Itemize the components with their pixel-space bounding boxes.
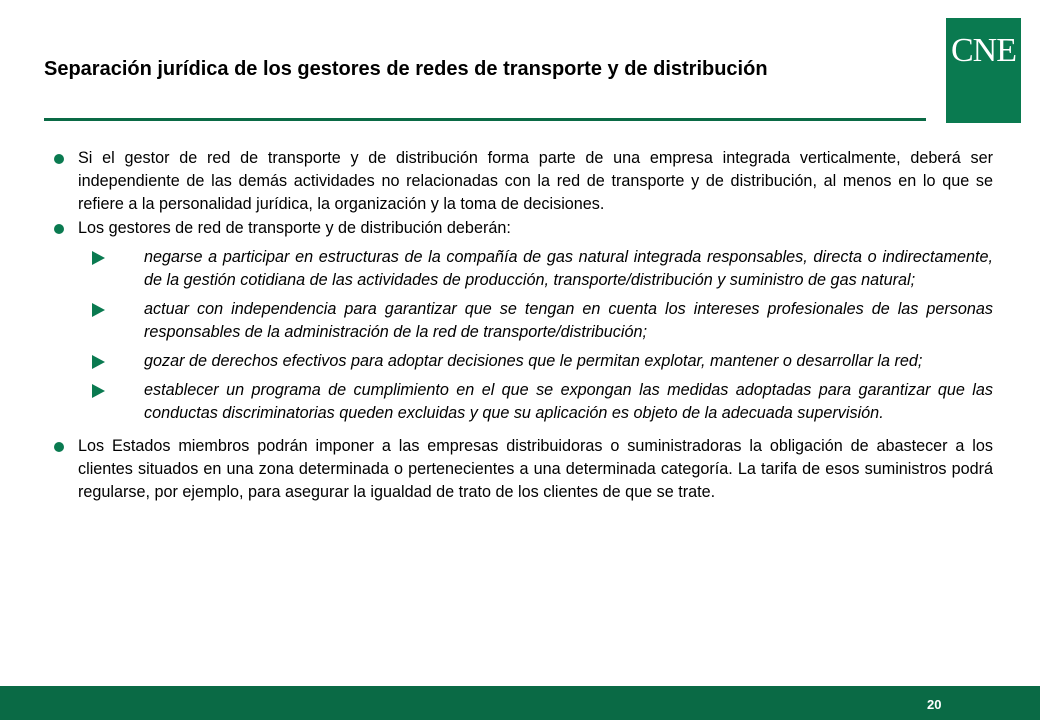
bullet-dot-icon [54,224,64,234]
sub-bullet-text: negarse a participar en estructuras de la compañía de gas natural integrada responsables, directa o indirectamente, de la gestión cotidiana de las actividades de producción, transporte/distribución y suministro de gas natural; [144,248,993,289]
sub-bullet-text: gozar de derechos efectivos para adoptar decisiones que le permitan explotar, mantener o desarrollar la red; [144,352,923,370]
triangle-bullet-icon [92,303,105,317]
page-number: 20 [927,697,942,712]
bullet-item [48,435,993,504]
sub-bullet-list [48,246,993,425]
bullet-item [48,217,993,240]
bullet-text: Los Estados miembros podrán imponer a las empresas distribuidoras o suministradoras la obligación de abastecer a los clientes situados en una zona determinada o pertenecientes a una determinada categoría. La tarifa de esos suministros podrá regularse, por ejemplo, para asegurar la igualdad de trato de los clientes de que se trate. [78,437,993,501]
sub-bullet-text: actuar con independencia para garantizar que se tengan en cuenta los intereses profesionales de las personas responsables de la administración de la red de transporte/distribución; [144,300,993,341]
logo-text: CNE [951,32,1016,69]
triangle-bullet-icon [92,355,105,369]
bullet-text: Si el gestor de red de transporte y de distribución forma parte de una empresa integrada verticalmente, deberá ser independiente de las demás actividades no relacionadas con la red de transporte y de distribución, al menos en lo que se refiere a la personalidad jurídica, la organización y la toma de decisiones. [78,149,993,213]
bullet-dot-icon [54,442,64,452]
bullet-item [48,147,993,216]
bullet-text: Los gestores de red de transporte y de distribución deberán: [78,219,511,237]
slide-title: Separación jurídica de los gestores de redes de transporte y de distribución [44,58,768,80]
footer-bar [0,686,1040,720]
title-divider [44,118,926,121]
sub-bullet-item [48,246,993,292]
bullet-dot-icon [54,154,64,164]
cne-logo [946,18,1021,123]
slide-body [48,147,993,505]
sub-bullet-text: establecer un programa de cumplimiento en el que se expongan las medidas adoptadas para garantizar que las conductas discriminatorias queden excluidas y que su aplicación es objeto de la adecuada supervisión. [144,381,993,422]
sub-bullet-item [48,298,993,344]
sub-bullet-item [48,379,993,425]
triangle-bullet-icon [92,251,105,265]
triangle-bullet-icon [92,384,105,398]
sub-bullet-item [48,350,993,373]
